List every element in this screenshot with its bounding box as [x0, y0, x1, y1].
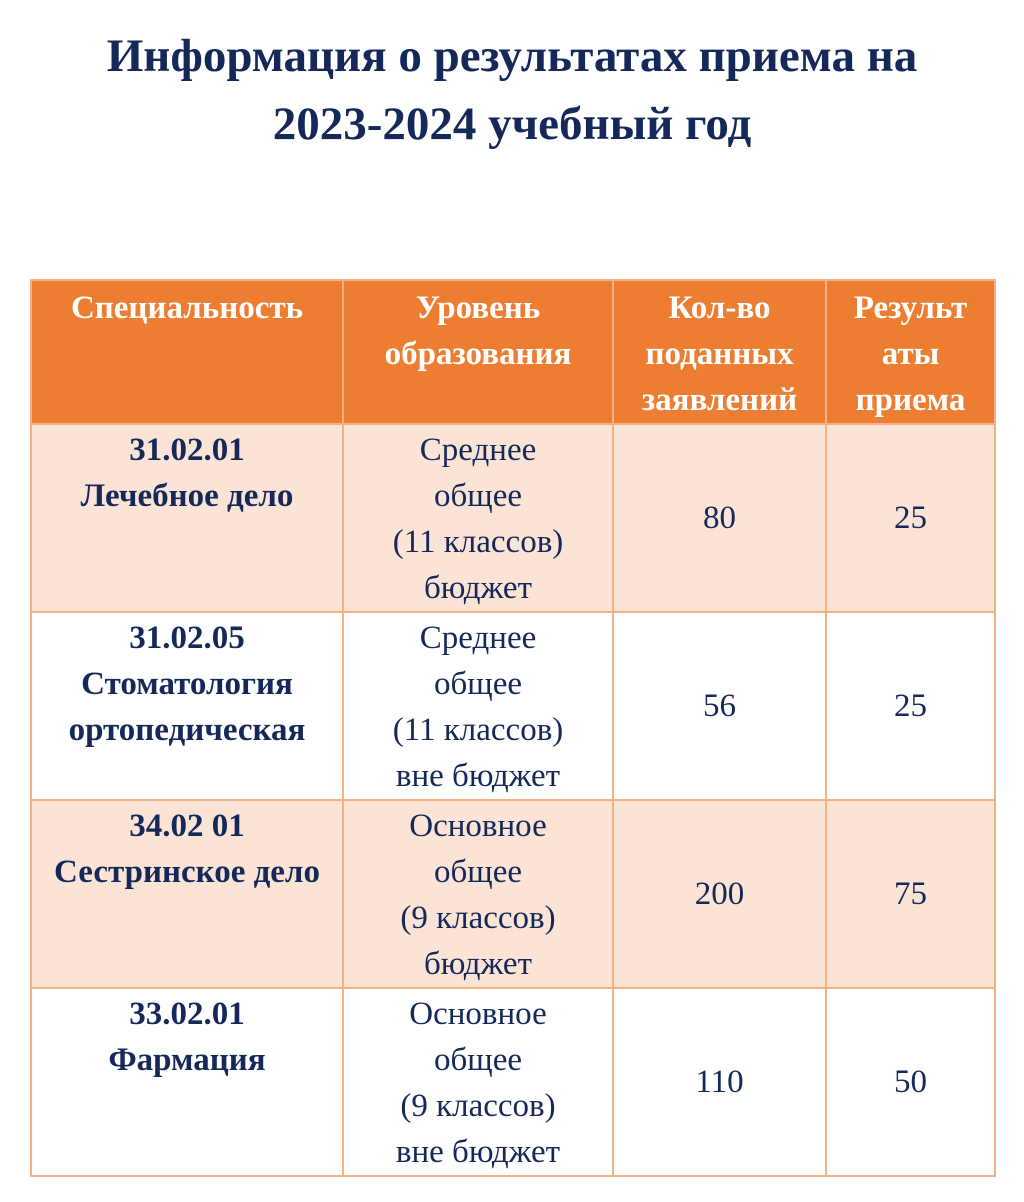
education-level-cell [343, 988, 613, 1176]
admission-result-cell: 50 [826, 988, 995, 1176]
specialty-name: Стоматология ортопедическая [68, 666, 306, 748]
table-header-row [31, 280, 995, 424]
applications-count-cell: 56 [613, 612, 826, 800]
page-title-line-2: 2023-2024 учебный год [272, 98, 752, 150]
header-admission-results: Результ аты приема [826, 280, 995, 424]
header-education-level: Уровень образования [343, 280, 613, 424]
education-level-line: Основное [409, 996, 547, 1032]
page-title-line-1: Информация о результатах приема на [106, 30, 918, 82]
education-level-line: вне бюджет [395, 758, 561, 794]
specialty-code: 34.02 01 [129, 808, 245, 844]
specialty-name: Лечебное дело [80, 478, 294, 514]
education-level-line: (11 классов) [392, 524, 564, 560]
specialty-name: Фармация [108, 1042, 266, 1078]
applications-count-cell: 200 [613, 800, 826, 988]
header-applications-count: Кол-во поданных заявлений [613, 280, 826, 424]
table-row [31, 424, 995, 612]
education-level-cell [343, 424, 613, 612]
table-row [31, 612, 995, 800]
education-level-line: общее [434, 1042, 522, 1078]
admission-result-cell: 25 [826, 612, 995, 800]
specialty-cell [31, 988, 343, 1176]
specialty-cell [31, 424, 343, 612]
specialty-cell [31, 612, 343, 800]
education-level-line: бюджет [424, 570, 532, 606]
specialty-code: 33.02.01 [129, 996, 245, 1032]
education-level-line: (9 классов) [400, 1088, 556, 1124]
education-level-line: Среднее [419, 620, 537, 656]
admission-result-cell: 25 [826, 424, 995, 612]
education-level-line: (11 классов) [392, 712, 564, 748]
education-level-line: общее [434, 666, 522, 702]
specialty-code: 31.02.01 [129, 432, 245, 468]
education-level-line: вне бюджет [395, 1134, 561, 1170]
applications-count-cell: 80 [613, 424, 826, 612]
education-level-cell [343, 800, 613, 988]
table-row [31, 800, 995, 988]
specialty-code: 31.02.05 [129, 620, 245, 656]
education-level-line: общее [434, 854, 522, 890]
education-level-cell [343, 612, 613, 800]
admission-results-table [30, 279, 996, 1177]
specialty-name: Сестринское дело [54, 854, 320, 890]
education-level-line: общее [434, 478, 522, 514]
table-row [31, 988, 995, 1176]
page-title [0, 22, 1024, 158]
education-level-line: Среднее [419, 432, 537, 468]
education-level-line: бюджет [424, 946, 532, 982]
specialty-cell [31, 800, 343, 988]
education-level-line: Основное [409, 808, 547, 844]
admission-result-cell: 75 [826, 800, 995, 988]
applications-count-cell: 110 [613, 988, 826, 1176]
education-level-line: (9 классов) [400, 900, 556, 936]
header-specialty: Специальность [31, 280, 343, 424]
